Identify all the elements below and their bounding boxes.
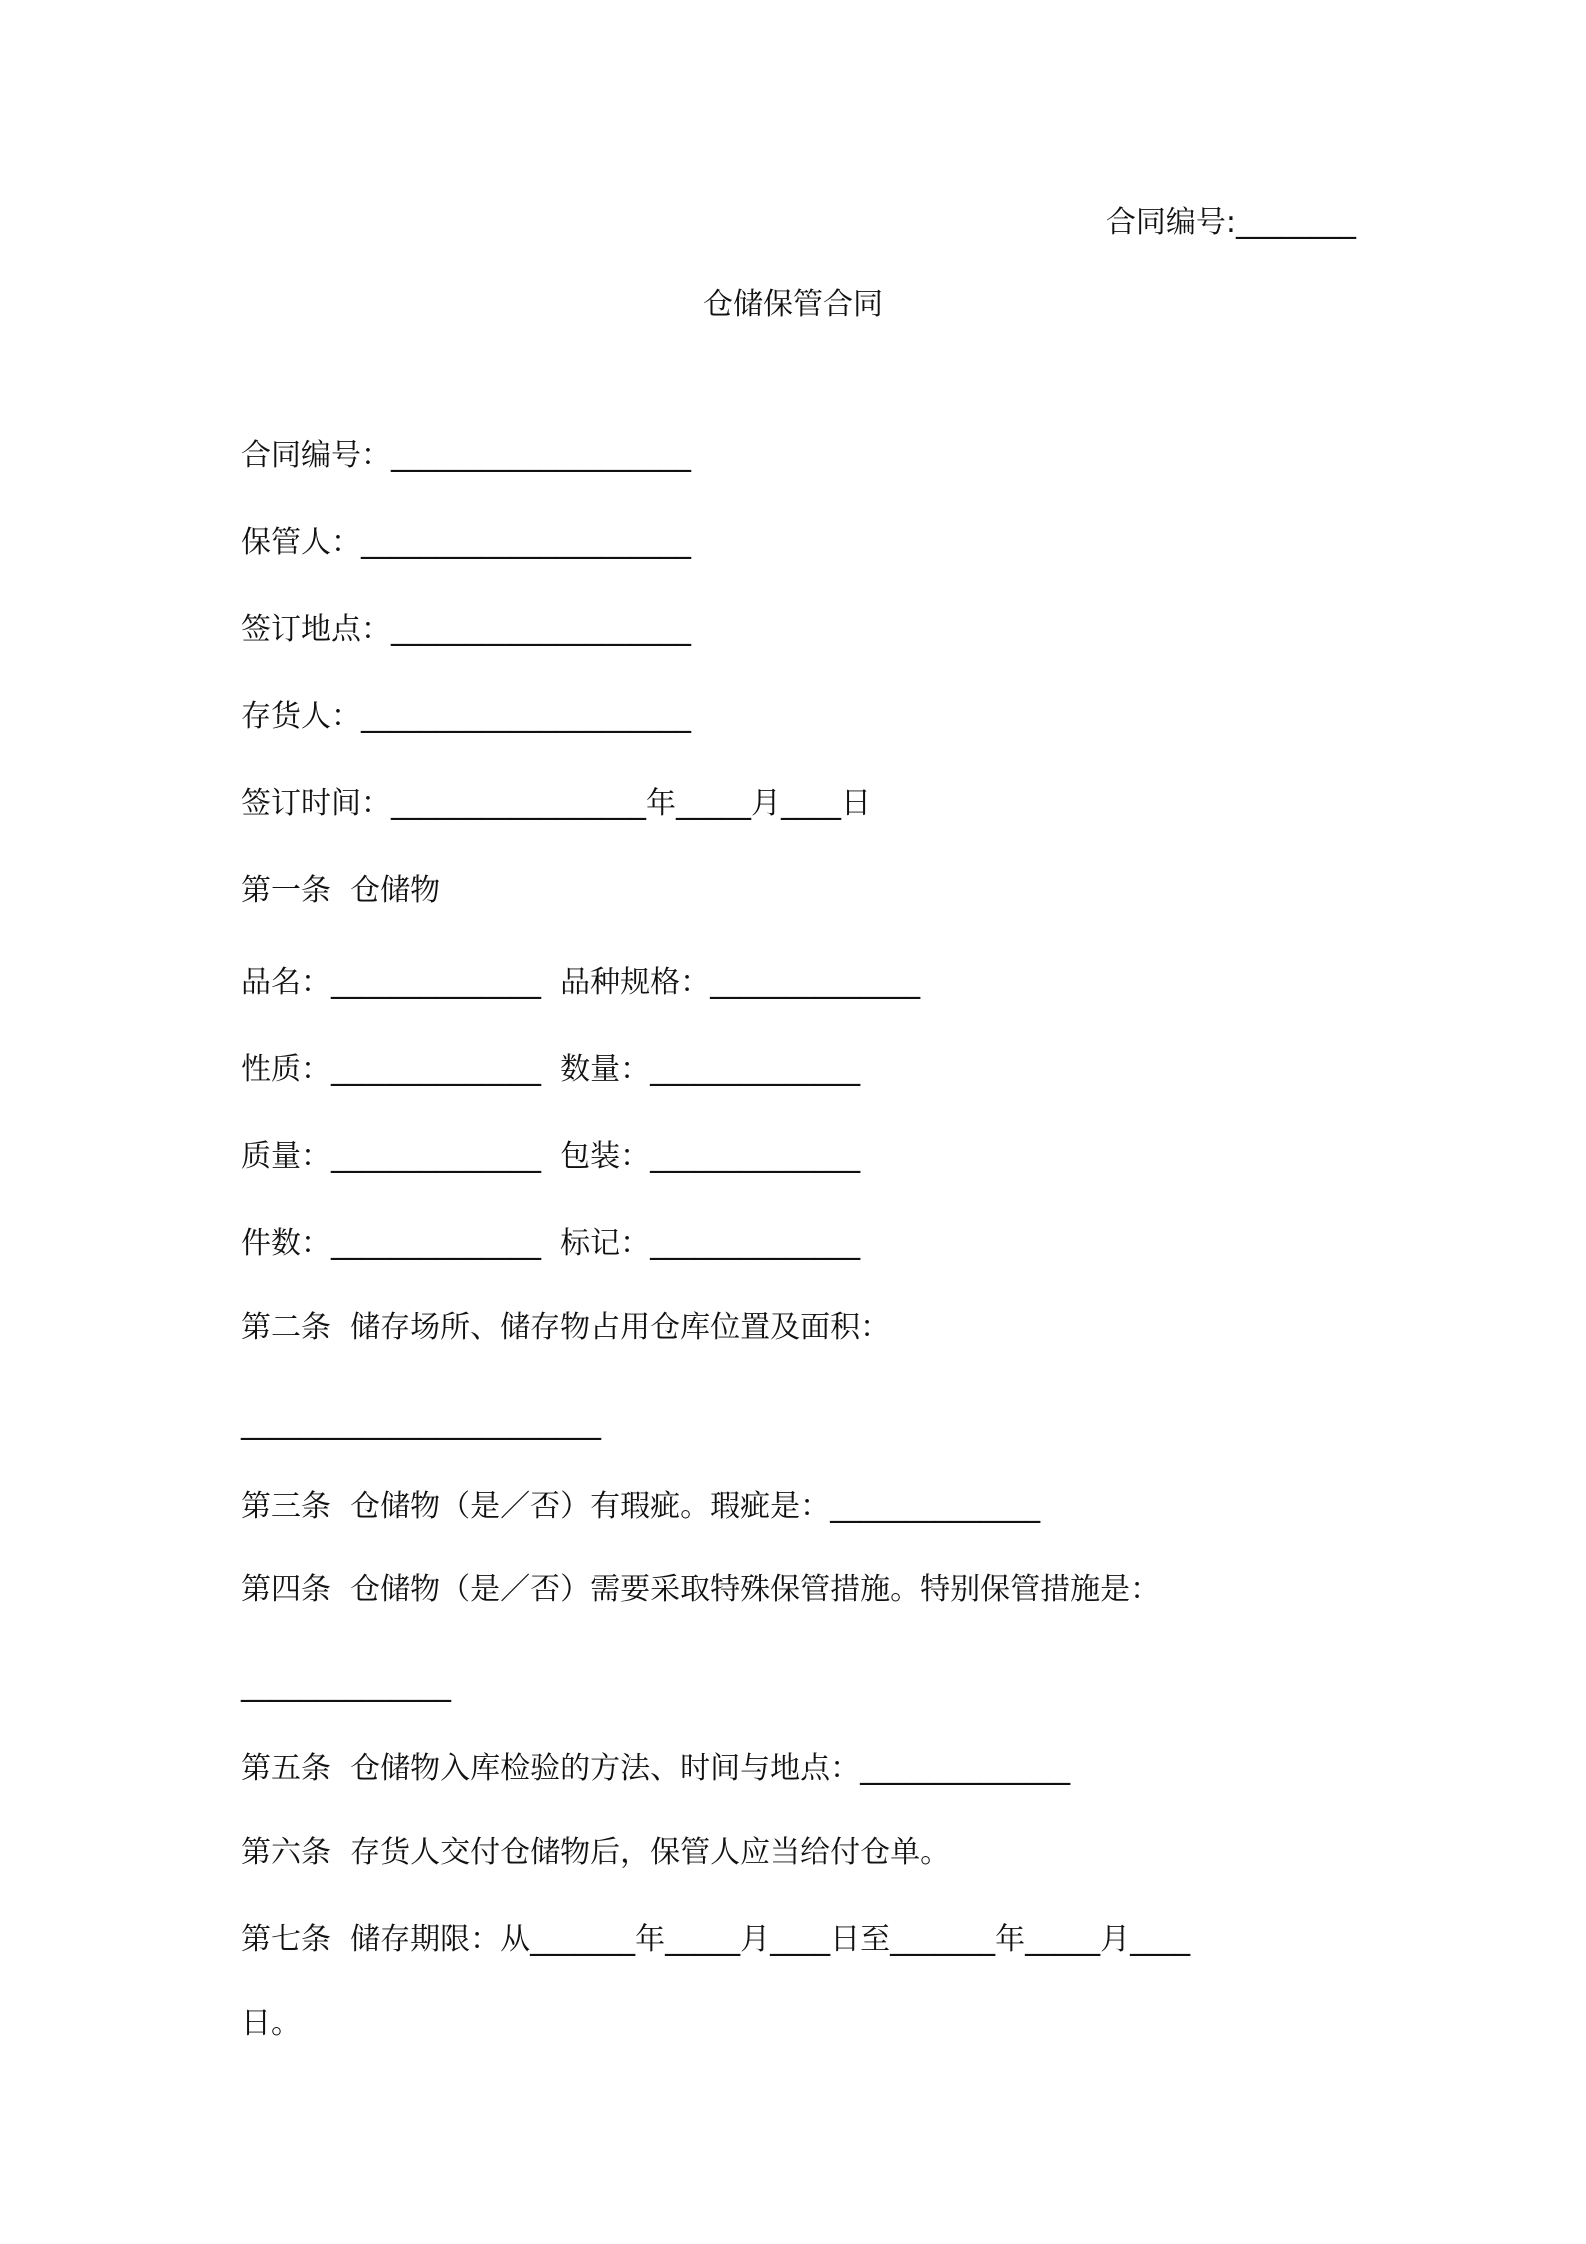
article-1-row-1: 品名：______________ 品种规格：______________ [241,965,921,1000]
article-2: 第二条 储存场所、储存物占用仓库位置及面积： [241,1310,891,1345]
contract-number-top: 合同编号:________ [1105,205,1356,240]
article-4-blank: ______________ [241,1668,451,1703]
article-2-blank: ________________________ [241,1406,601,1441]
article-7-end: 日。 [241,2006,301,2041]
article-1-row-4: 件数：______________ 标记：______________ [241,1226,861,1261]
sign-time-field: 签订时间：_________________年_____月____日 [241,786,871,821]
article-5: 第五条 仓储物入库检验的方法、时间与地点：______________ [241,1751,1071,1786]
article-1-row-3: 质量：______________ 包装：______________ [241,1139,861,1174]
article-4: 第四条 仓储物（是／否）需要采取特殊保管措施。特别保管措施是： [241,1572,1161,1607]
article-1-row-2: 性质：______________ 数量：______________ [241,1052,861,1087]
article-6: 第六条 存货人交付仓储物后，保管人应当给付仓单。 [241,1835,951,1870]
custodian-field: 保管人：______________________ [241,525,691,560]
depositor-field: 存货人：______________________ [241,699,691,734]
article-7: 第七条 储存期限：从_______年_____月____日至_______年_____月____ [241,1922,1191,1957]
article-3: 第三条 仓储物（是／否）有瑕疵。瑕疵是：______________ [241,1489,1041,1524]
sign-place-field: 签订地点：____________________ [241,612,691,647]
contract-number-field: 合同编号：____________________ [241,438,691,473]
article-1-title: 第一条 仓储物 [241,873,441,908]
document-title: 仓储保管合同 [703,287,883,322]
